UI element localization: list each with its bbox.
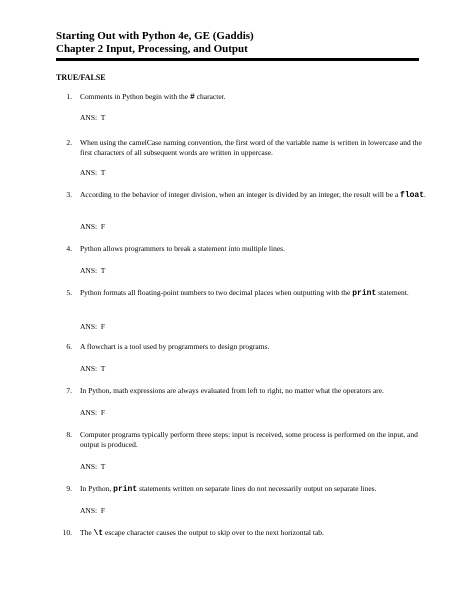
question-text: A flowchart is a tool used by programmers to design programs.	[80, 342, 270, 351]
code-snippet: print	[113, 485, 138, 494]
question-number: 4.	[66, 244, 72, 253]
answer: ANS: T	[80, 462, 106, 471]
book-title: Starting Out with Python 4e, GE (Gaddis)	[56, 30, 254, 42]
question-number: 8.	[66, 430, 72, 439]
question-text: The \t escape character causes the output to skip over to the next horizontal tab.	[80, 528, 324, 538]
answer: ANS: T	[80, 364, 106, 373]
code-snippet: float	[400, 191, 425, 200]
answer: ANS: T	[80, 113, 106, 122]
answer: ANS: F	[80, 222, 106, 231]
question-number: 3.	[66, 190, 72, 199]
chapter-title: Chapter 2 Input, Processing, and Output	[56, 43, 248, 55]
question-text: Python allows programmers to break a statement into multiple lines.	[80, 244, 285, 253]
code-snippet: \t	[93, 529, 104, 538]
answer: ANS: T	[80, 168, 106, 177]
question-text: In Python, math expressions are always evaluated from left to right, no matter what the operators are.	[80, 386, 384, 395]
question-number: 5.	[66, 288, 72, 297]
question-number: 6.	[66, 342, 72, 351]
question-number: 1.	[66, 92, 72, 101]
question-text: Comments in Python begin with the # character.	[80, 92, 226, 102]
answer: ANS: F	[80, 506, 106, 515]
answer: ANS: F	[80, 408, 106, 417]
question-number: 9.	[66, 484, 72, 493]
question-text: When using the camelCase naming convention, the first word of the variable name is written in lowercase and the first characters of all subsequent words are written in uppercase.	[80, 138, 422, 157]
answer: ANS: T	[80, 266, 106, 275]
code-snippet: print	[352, 289, 377, 298]
section-heading: TRUE/FALSE	[56, 73, 106, 82]
question-text: Computer programs typically perform three steps: input is received, some process is performed on the input, and output is produced.	[80, 430, 418, 449]
question-text: Python formats all floating-point numbers to two decimal places when outputting with the print statement.	[80, 288, 409, 298]
question-text: According to the behavior of integer division, when an integer is divided by an integer, the result will be a float.	[80, 190, 426, 200]
header-rule	[56, 58, 419, 61]
code-snippet: #	[190, 93, 195, 102]
question-number: 2.	[66, 138, 72, 147]
answer: ANS: F	[80, 322, 106, 331]
question-text: In Python, print statements written on separate lines do not necessarily output on separate lines.	[80, 484, 377, 494]
question-number: 7.	[66, 386, 72, 395]
question-number: 10.	[62, 528, 72, 537]
